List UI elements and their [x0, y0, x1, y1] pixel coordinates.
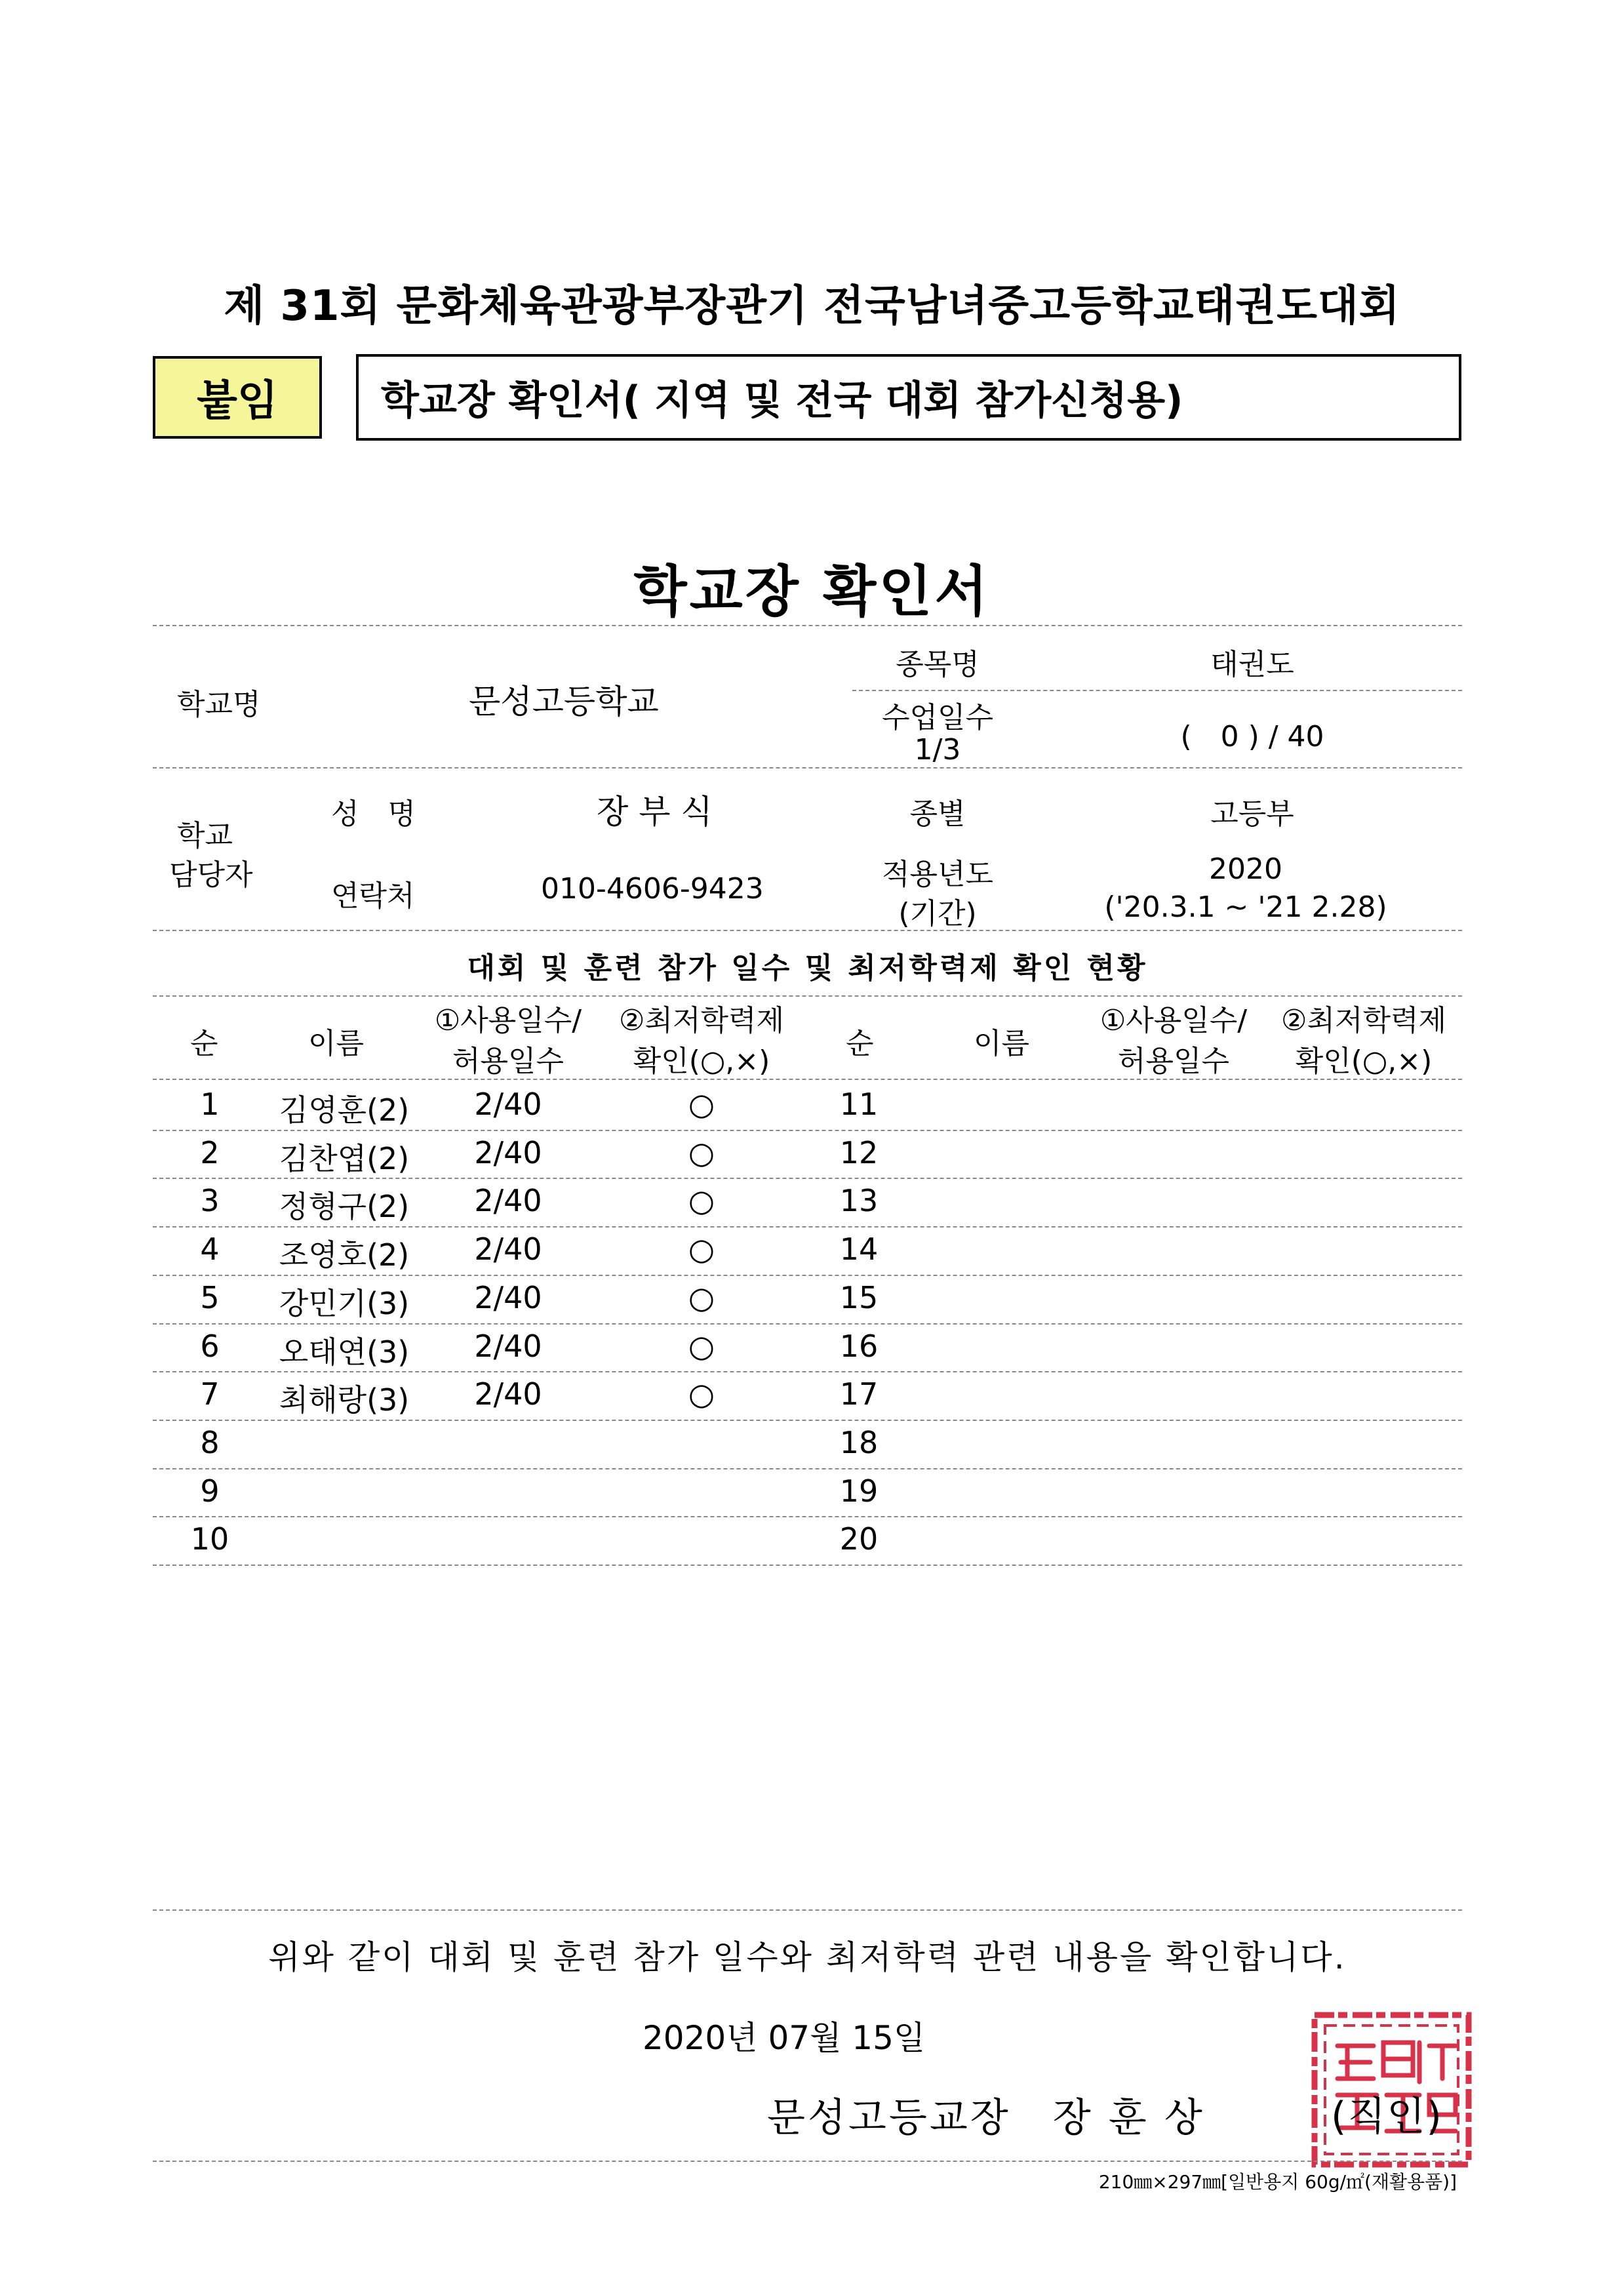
row-no: 3: [200, 1183, 220, 1219]
sport-value: 태권도: [1210, 648, 1294, 681]
row-divider: [153, 1178, 1462, 1179]
status-heading: 대회 및 훈련 참가 일수 및 최저학력제 확인 현황: [467, 951, 1148, 985]
row-check: ○: [688, 1134, 715, 1170]
school-name: 문성고등학교: [469, 683, 659, 721]
row-name: 강민기(3): [279, 1285, 410, 1321]
contact-value: 010-4606-9423: [541, 872, 764, 906]
manager-name: 장 부 식: [597, 793, 713, 831]
row-no: 5: [200, 1279, 220, 1315]
row-no: 1: [200, 1087, 220, 1122]
confirmation-statement: 위와 같이 대회 및 훈련 참가 일수와 최저학력 관련 내용을 확인합니다.: [268, 1938, 1347, 1976]
row-divider: [153, 1226, 1462, 1227]
divider: [153, 1909, 1462, 1911]
col-days-sub-right: 허용일수: [1117, 1045, 1229, 1078]
row-no-right: 19: [839, 1473, 879, 1509]
principal-name: 문성고등교장 장 훈 상: [767, 2095, 1205, 2141]
col-check-sub: 확인(○,×): [633, 1045, 770, 1078]
paper-spec-footnote: 210㎜×297㎜[일반용지 60g/㎡(재활용품)]: [1098, 2171, 1457, 2193]
row-no-right: 14: [839, 1231, 879, 1267]
row-name: 조영호(2): [279, 1237, 410, 1273]
year-label: 적용년도: [881, 858, 993, 891]
row-no-right: 18: [839, 1424, 879, 1460]
year-period: ('20.3.1 ~ '21 2.28): [1104, 890, 1387, 924]
row-no-right: 20: [839, 1521, 879, 1557]
divider: [153, 625, 1462, 626]
divider: [153, 1079, 1462, 1080]
row-no-right: 16: [839, 1328, 879, 1364]
row-no-right: 13: [839, 1183, 879, 1219]
attachment-description: 학교장 확인서( 지역 및 전국 대회 참가신청용): [356, 354, 1461, 441]
row-no: 7: [200, 1376, 220, 1412]
class-days-sub: 1/3: [914, 733, 961, 767]
division-value: 고등부: [1210, 797, 1294, 831]
row-days: 2/40: [474, 1183, 542, 1219]
class-days-label: 수업일수: [881, 701, 993, 734]
col-days-right: ①사용일수/: [1099, 1004, 1248, 1037]
sport-label: 종목명: [896, 648, 980, 681]
division-label: 종별: [909, 797, 966, 831]
col-no: 순: [190, 1027, 218, 1060]
row-divider: [153, 1130, 1462, 1131]
row-divider: [153, 1275, 1462, 1276]
row-name: 오태연(3): [279, 1334, 410, 1370]
row-divider: [153, 1371, 1462, 1372]
row-no: 6: [200, 1328, 220, 1364]
col-name-right: 이름: [974, 1027, 1030, 1060]
confirmation-date: 2020년 07월 15일: [643, 2019, 926, 2057]
row-check: ○: [688, 1183, 715, 1219]
row-days: 2/40: [474, 1231, 542, 1267]
name-label: 성 명: [331, 797, 416, 831]
row-divider: [153, 1323, 1462, 1325]
row-name: 최해랑(3): [279, 1382, 410, 1418]
row-check: ○: [688, 1328, 715, 1364]
row-days: 2/40: [474, 1328, 542, 1364]
row-days: 2/40: [474, 1279, 542, 1315]
row-divider: [153, 1420, 1462, 1421]
row-check: ○: [688, 1279, 715, 1315]
document-title: 학교장 확인서: [633, 559, 991, 624]
divider: [153, 930, 1462, 931]
divider: [153, 767, 1462, 768]
contact-label: 연락처: [331, 879, 415, 913]
row-no: 8: [200, 1424, 220, 1460]
row-no: 4: [200, 1231, 220, 1267]
row-name: 정형구(2): [279, 1189, 410, 1225]
row-name: 김찬엽(2): [279, 1140, 410, 1176]
manager-label-2: 담당자: [169, 858, 253, 892]
row-no-right: 15: [839, 1279, 879, 1315]
row-days: 2/40: [474, 1376, 542, 1412]
row-divider: [153, 1516, 1462, 1517]
col-check: ②최저학력제: [619, 1004, 784, 1037]
row-no: 9: [200, 1473, 220, 1509]
row-divider: [153, 1468, 1462, 1469]
class-days-value: ( 0 ) / 40: [1180, 720, 1324, 753]
year-label-sub: (기간): [898, 897, 977, 930]
school-label: 학교명: [177, 688, 261, 721]
row-no: 10: [190, 1521, 229, 1557]
row-no-right: 11: [839, 1087, 879, 1122]
col-check-sub-right: 확인(○,×): [1295, 1045, 1433, 1078]
divider: [153, 2161, 1462, 2162]
col-days-sub: 허용일수: [452, 1045, 564, 1078]
row-check: ○: [688, 1231, 715, 1267]
row-no: 2: [200, 1134, 220, 1170]
row-divider: [153, 1565, 1462, 1566]
col-days: ①사용일수/: [434, 1004, 582, 1037]
row-days: 2/40: [474, 1087, 542, 1122]
col-name: 이름: [308, 1027, 365, 1060]
attachment-tag: 붙임: [153, 356, 322, 439]
row-no-right: 17: [839, 1376, 879, 1412]
row-days: 2/40: [474, 1134, 542, 1170]
manager-label-1: 학교: [177, 819, 233, 852]
divider: [852, 690, 1462, 691]
seal-label: (직인): [1331, 2094, 1443, 2140]
col-no-right: 순: [846, 1027, 874, 1060]
row-name: 김영훈(2): [279, 1092, 410, 1128]
col-check-right: ②최저학력제: [1281, 1004, 1446, 1037]
event-title: 제 31회 문화체육관광부장관기 전국남녀중고등학교태권도대회: [224, 282, 1400, 330]
row-no-right: 12: [839, 1134, 879, 1170]
row-check: ○: [688, 1087, 715, 1122]
year-value: 2020: [1209, 852, 1282, 886]
row-check: ○: [688, 1376, 715, 1412]
